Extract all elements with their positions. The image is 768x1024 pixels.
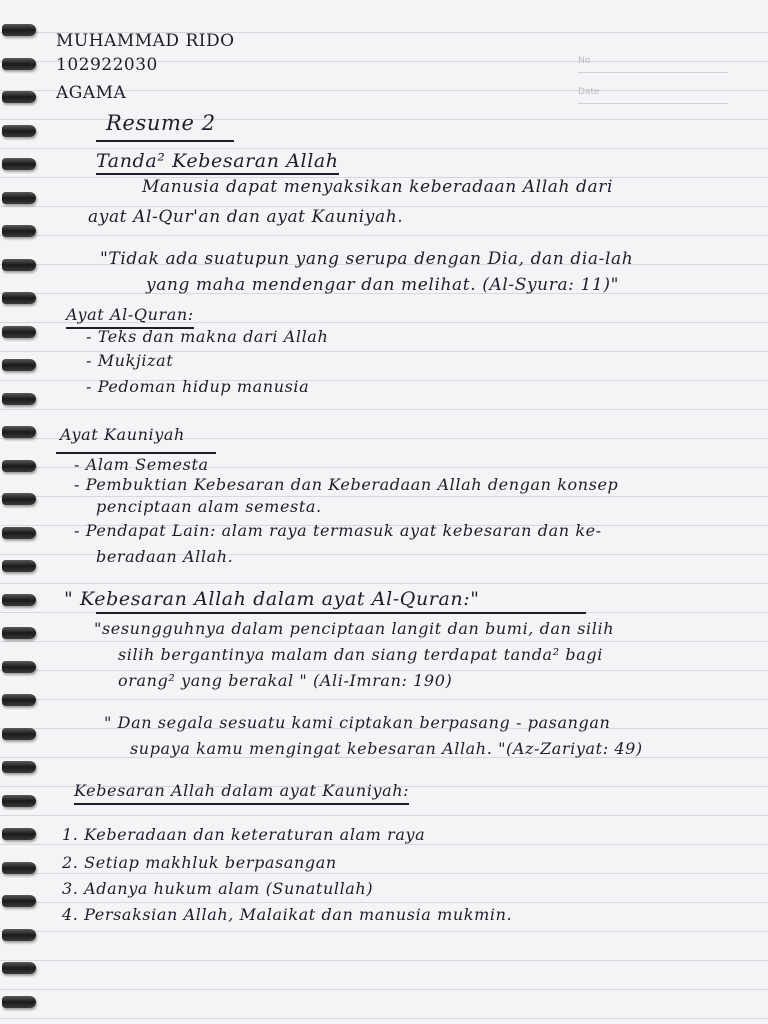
page-title: Resume 2 [106,111,216,135]
section1-line-1: Manusia dapat menyaksikan keberadaan Allah dari [142,177,614,197]
spiral-ring [2,761,36,773]
ayat-kauniyah-item-3: - Pendapat Lain: alam raya termasuk ayat kebesaran dan ke- [74,521,602,540]
spiral-ring [2,158,36,170]
quran-quote1-line-2: silih bergantinya malam dan siang terdapat tanda² bagi [118,645,603,664]
spiral-ring [2,393,36,405]
no-field: No [578,56,728,73]
ayat-quran-item-1: - Teks dan makna dari Allah [86,327,329,346]
spiral-ring [2,996,36,1008]
quran-section-underline [96,612,586,614]
ayat-kauniyah-item-2-cont: penciptaan alam semesta. [96,497,322,516]
spiral-ring [2,24,36,36]
spiral-ring [2,192,36,204]
subject-title: AGAMA [56,83,127,103]
spiral-ring [2,929,36,941]
spiral-ring [2,493,36,505]
spiral-ring [2,527,36,539]
spiral-ring [2,627,36,639]
section1-quote-2: yang maha mendengar dan melihat. (Al-Syura: 11)" [146,275,619,295]
ayat-kauniyah-item-2: - Pembuktian Kebesaran dan Keberadaan Allah dengan konsep [74,475,619,494]
quran-quote1-line-3: orang² yang berakal " (Ali-Imran: 190) [118,671,453,690]
spiral-ring [2,225,36,237]
title-underline [96,140,234,142]
spiral-ring [2,895,36,907]
section1-heading: Tanda² Kebesaran Allah [96,150,339,175]
spiral-ring [2,694,36,706]
spiral-ring [2,91,36,103]
ayat-kauniyah-item-1: - Alam Semesta [74,455,209,474]
student-id: 102922030 [56,55,158,75]
quran-section-heading: " Kebesaran Allah dalam ayat Al-Quran:" [64,588,480,610]
spiral-ring [2,862,36,874]
ayat-quran-item-3: - Pedoman hidup manusia [86,377,310,396]
section1-line-2: ayat Al-Qur'an dan ayat Kauniyah. [88,207,404,227]
quran-quote2-line-1: " Dan segala sesuatu kami ciptakan berpasang - pasangan [104,713,611,732]
spiral-ring [2,560,36,572]
spiral-ring [2,594,36,606]
date-field: Date [578,87,728,104]
quran-quote2-line-2: supaya kamu mengingat kebesaran Allah. "(Az-Zariyat: 49) [130,739,643,758]
kauniyah-item-1: 1. Keberadaan dan keteraturan alam raya [62,825,426,844]
spiral-ring [2,326,36,338]
ayat-kauniyah-item-3-cont: beradaan Allah. [96,547,234,566]
spiral-ring [2,728,36,740]
quran-quote1-line-1: "sesungguhnya dalam penciptaan langit dan bumi, dan silih [94,619,615,638]
kauniyah-item-3: 3. Adanya hukum alam (Sunatullah) [62,879,374,898]
kauniyah-item-4: 4. Persaksian Allah, Malaikat dan manusia mukmin. [62,905,513,924]
page-header-fields [578,56,728,118]
spiral-ring [2,58,36,70]
kauniyah-item-2: 2. Setiap makhluk berpasangan [62,853,337,872]
spiral-ring [2,962,36,974]
spiral-ring [2,426,36,438]
student-name: MUHAMMAD RIDO [56,31,235,51]
ayat-kauniyah-heading: Ayat Kauniyah [60,425,185,444]
spiral-ring [2,259,36,271]
ayat-quran-heading: Ayat Al-Quran: [66,304,194,329]
kauniyah-section-heading: Kebesaran Allah dalam ayat Kauniyah: [74,780,409,805]
spiral-binding [0,10,40,1020]
spiral-ring [2,359,36,371]
spiral-ring [2,292,36,304]
spiral-ring [2,661,36,673]
ayat-quran-item-2: - Mukjizat [86,351,174,370]
spiral-ring [2,460,36,472]
spiral-ring [2,125,36,137]
spiral-ring [2,795,36,807]
section1-quote-1: "Tidak ada suatupun yang serupa dengan Dia, dan dia-lah [100,249,634,269]
spiral-ring [2,828,36,840]
